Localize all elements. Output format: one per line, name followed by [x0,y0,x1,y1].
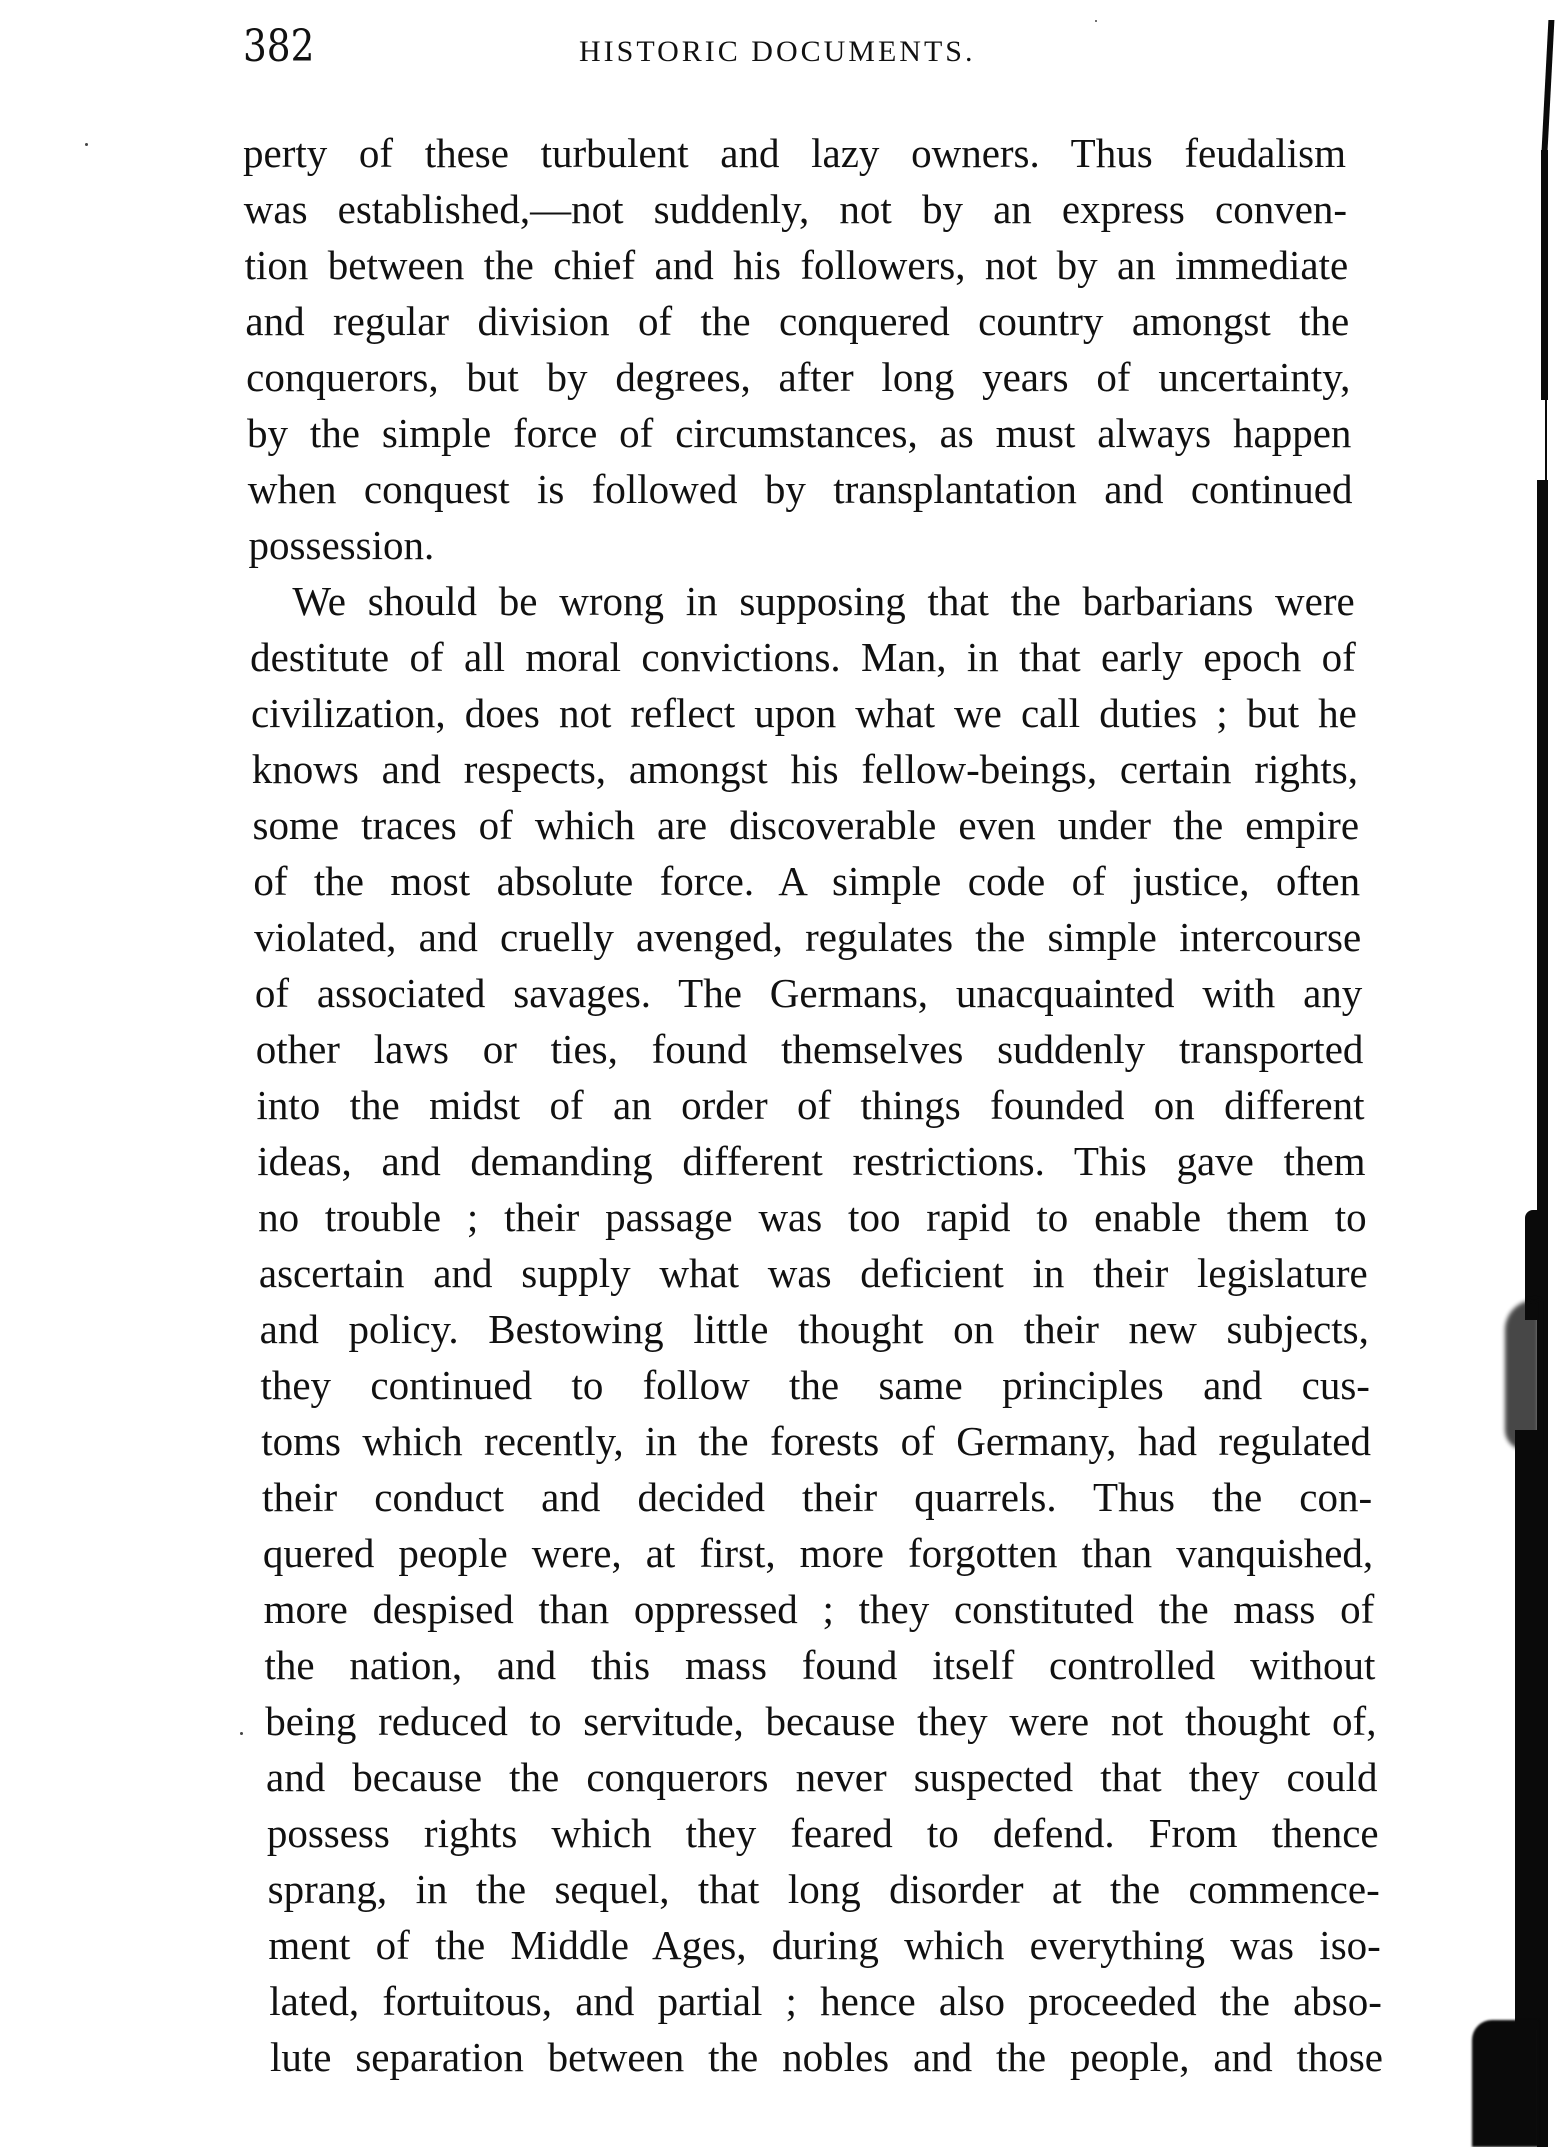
text-line-content: and regular division of the conquered country amongst the [245,298,1350,344]
text-line-content: other laws or ties, found themselves suddenly transported [255,1026,1364,1072]
text-line [245,297,1349,345]
text-line-content: was established,—not suddenly, not by an express conven- [243,186,1348,232]
text-line [256,1025,1364,1073]
text-line [264,1585,1375,1633]
binding-shadow-spread [1505,1300,1539,1450]
text-line-content: when conquest is followed by transplantation and continued [247,466,1353,512]
scan-speck [1095,20,1097,22]
running-title: HISTORIC DOCUMENTS. [579,35,976,68]
text-line-content: ascertain and supply what was deficient in their legislature [258,1250,1368,1296]
text-line [249,521,1354,569]
text-line-content: tion between the chief and his followers, not by an immediate [244,242,1349,288]
text-line-content: no trouble ; their passage was too rapid to enable them to [258,1194,1367,1240]
text-line [258,1193,1367,1241]
text-line-content: into the midst of an order of things founded on different [256,1082,1365,1128]
text-line [269,1977,1382,2025]
text-line-content: of associated savages. The Germans, unacquainted with any [254,970,1363,1016]
text-line-content: toms which recently, in the forests of Germany, had regulated [261,1418,1371,1464]
text-line-content: ment of the Middle Ages, during which everything was iso- [268,1922,1381,1968]
scan-speck [240,1732,243,1735]
text-line-content: more despised than oppressed ; they constituted the mass of [263,1586,1375,1632]
text-line [270,2033,1383,2081]
text-line [268,1865,1380,1913]
text-line-content: We should be wrong in supposing that the barbarians were [292,578,1355,624]
text-line-content: quered people were, at first, more forgotten than vanquished, [262,1530,1374,1576]
text-line [245,241,1349,289]
text-line [268,1921,1380,1969]
text-line-content: civilization, does not reflect upon what we call duties ; but he [250,690,1357,736]
text-line-content: their conduct and decided their quarrels. Thus the con- [262,1474,1373,1520]
text-line-content: destitute of all moral convictions. Man, in that early epoch of [250,634,1356,680]
text-line [253,857,1360,905]
text-line-content: being reduced to servitude, because they were not thought of, [265,1698,1377,1744]
text-line [263,1529,1373,1577]
text-line [257,1137,1365,1185]
text-line [246,353,1350,401]
text-line [252,745,1358,793]
text-line-content: lute separation between the nobles and the people, and those [270,2034,1383,2080]
text-line [261,1417,1371,1465]
text-line-content: of the most absolute force. A simple code of justice, often [253,858,1361,904]
text-line-content: ideas, and demanding different restrictions. This gave them [257,1138,1366,1184]
text-line [262,1473,1372,1521]
text-line [248,465,1353,513]
text-line-content: possession. [248,522,435,568]
text-line [257,1081,1365,1129]
text-line-content: and policy. Bestowing little thought on their new subjects, [259,1306,1369,1352]
text-line [250,633,1356,681]
text-line [251,689,1357,737]
text-line [267,1809,1379,1857]
binding-shadow-lower [1515,1430,1539,2030]
text-line [259,1249,1368,1297]
binding-edge-line-upper [1541,150,1548,400]
text-line [260,1361,1369,1409]
text-line [260,1305,1369,1353]
text-line-content: and because the conquerors never suspected that they could [266,1754,1378,1800]
text-line [266,1753,1378,1801]
text-line-content: possess rights which they feared to defend. From thence [266,1810,1379,1856]
page-number: 382 [243,21,315,72]
text-line-content: by the simple force of circumstances, as must always happen [246,410,1352,456]
text-line-content: lated, fortuitous, and partial ; hence also proceeded the abso- [269,1978,1382,2024]
binding-edge-line-thin [1545,400,1547,480]
text-line-content: the nation, and this mass found itself controlled without [264,1642,1376,1688]
text-line-content: they continued to follow the same principles and cus- [260,1362,1370,1408]
text-line-content: conquerors, but by degrees, after long years of uncertainty, [246,354,1351,400]
text-line [292,577,1354,625]
text-line [253,801,1360,849]
text-line [254,913,1361,961]
text-line [265,1697,1376,1745]
text-line-content: violated, and cruelly avenged, regulates the simple intercourse [254,914,1362,960]
text-line-content: sprang, in the sequel, that long disorder at the commence- [267,1866,1380,1912]
text-line-content: some traces of which are discoverable even under the empire [252,802,1360,848]
text-line-content: perty of these turbulent and lazy owners. Thus feudalism [243,130,1346,176]
text-line-content: knows and respects, amongst his fellow-beings, certain rights, [251,746,1358,792]
text-line [243,129,1346,177]
scan-speck [85,143,88,146]
binding-edge-line-top [1542,20,1555,150]
text-line [247,409,1351,457]
text-line [255,969,1362,1017]
binding-shadow-bottom [1472,2020,1539,2147]
text-line [244,185,1347,233]
text-line [264,1641,1375,1689]
